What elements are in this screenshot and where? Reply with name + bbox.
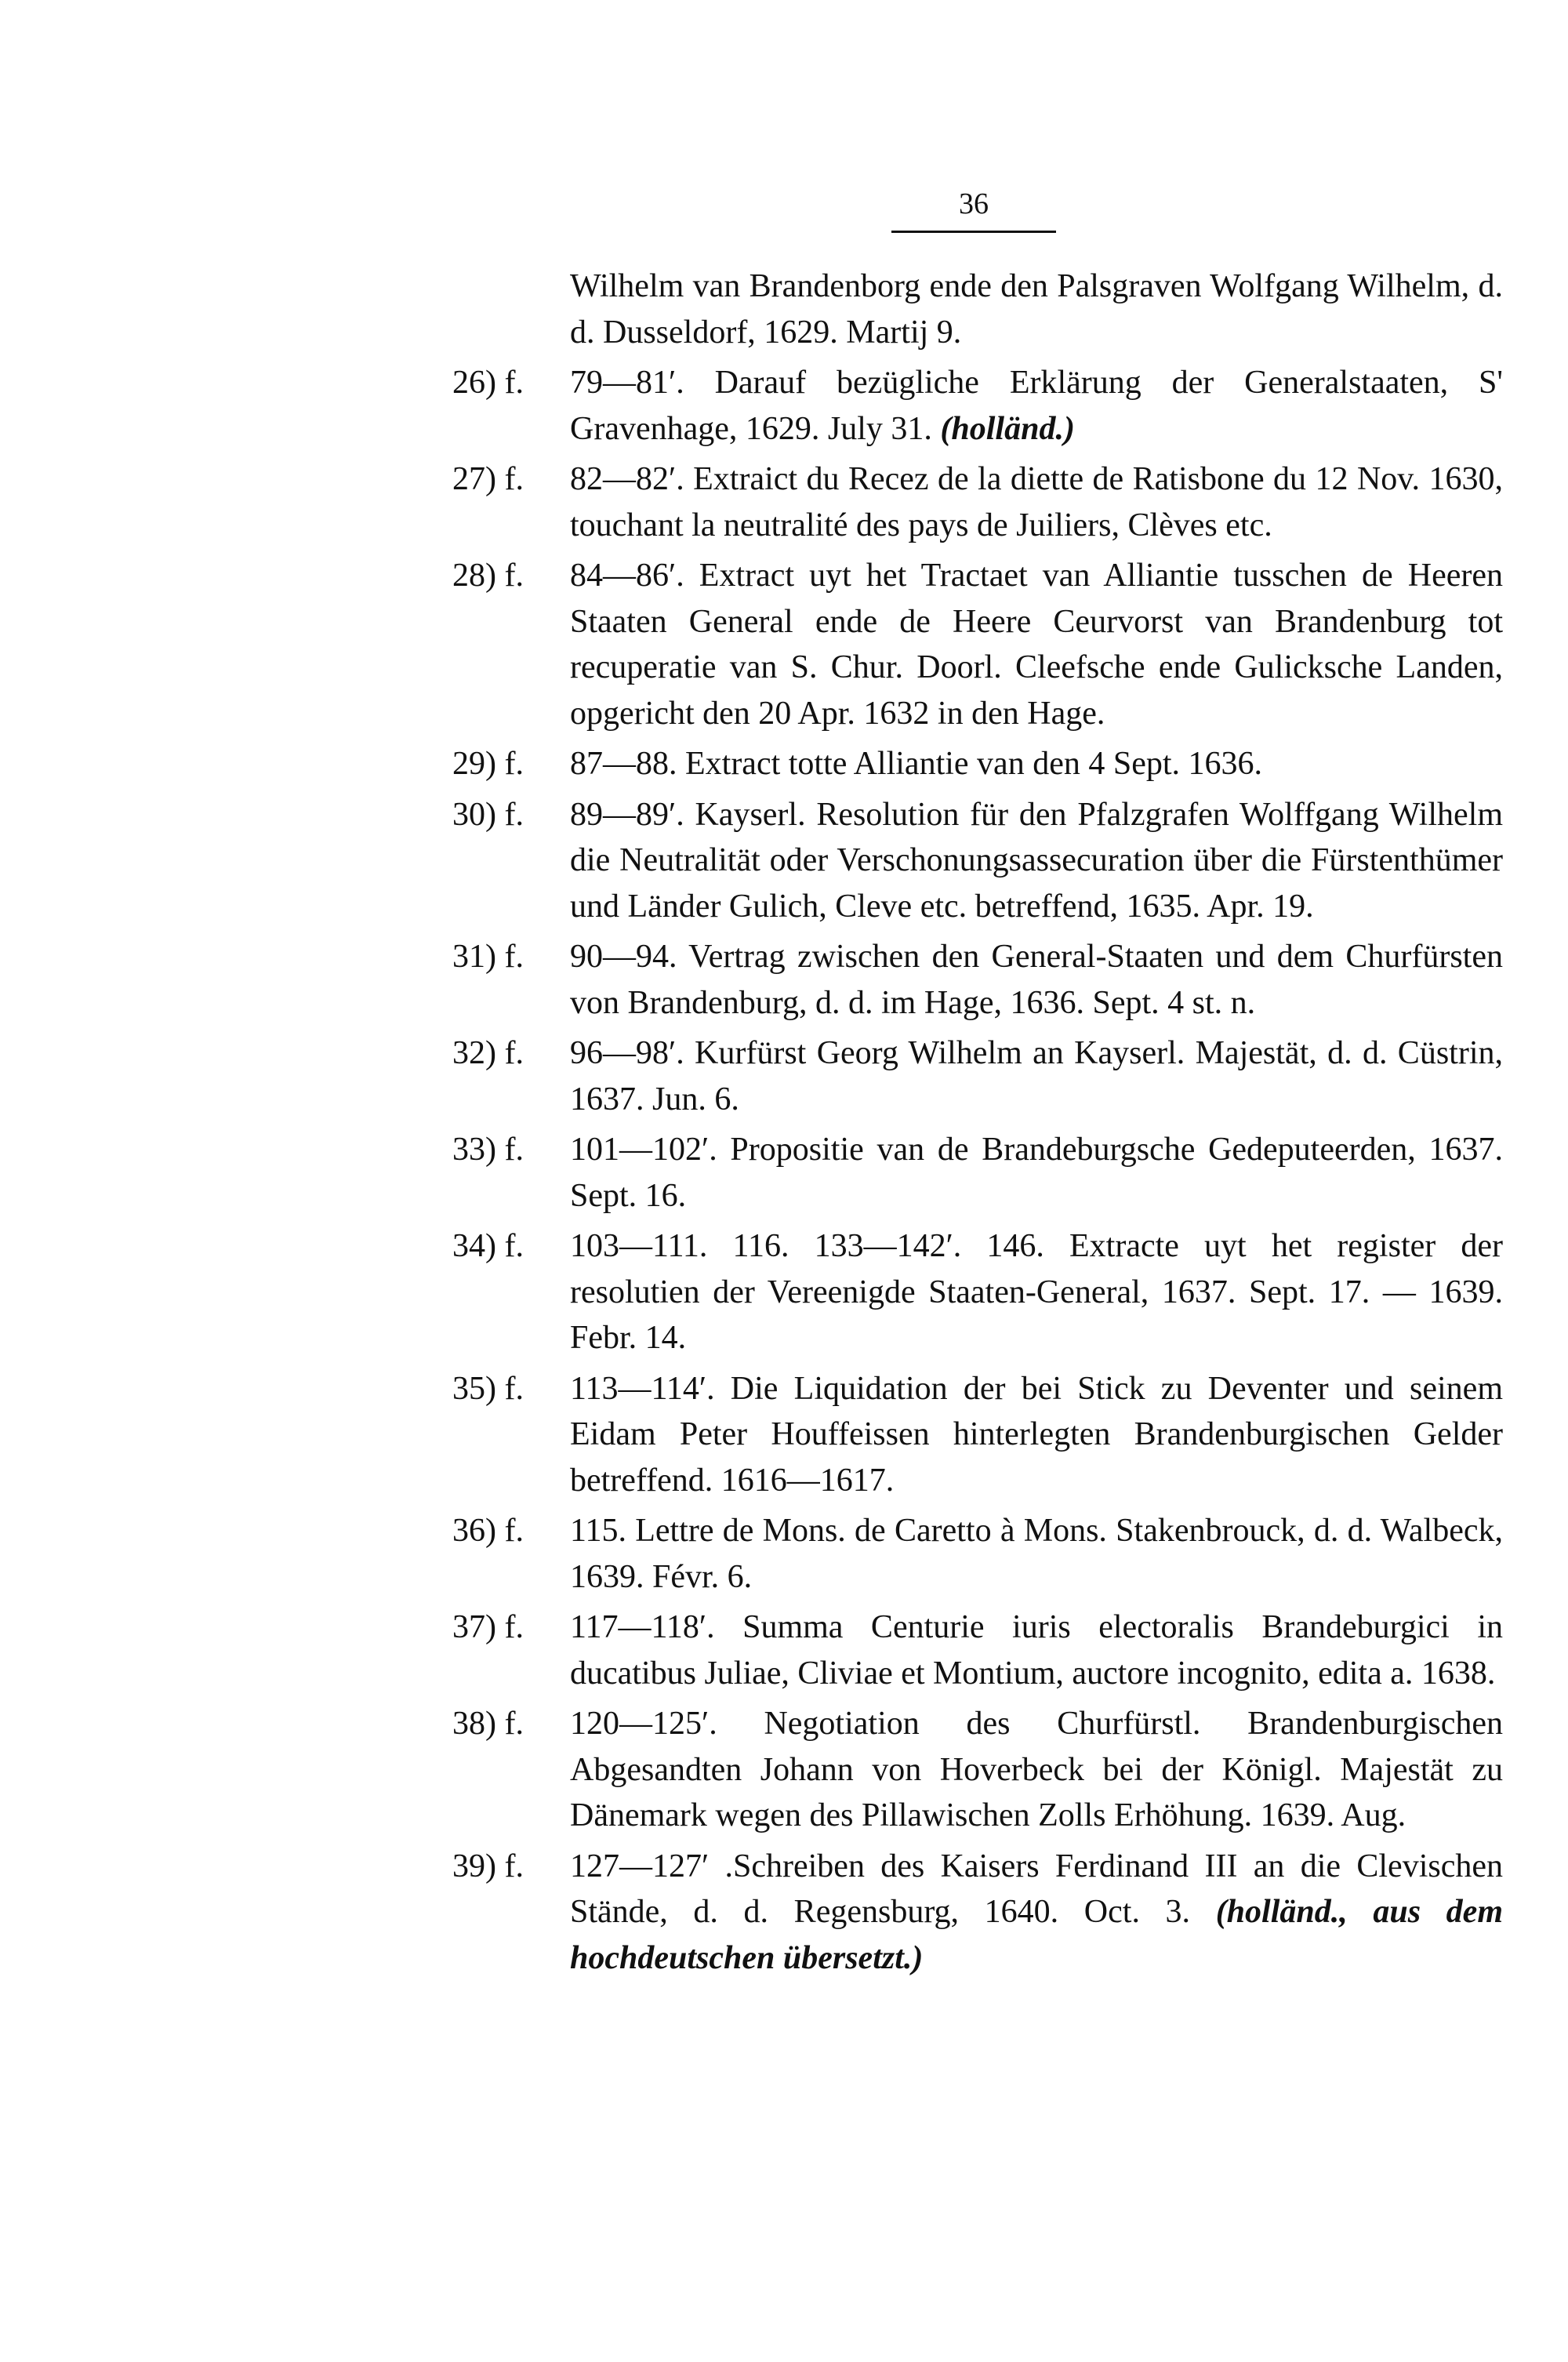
list-item (452, 741, 1503, 787)
entry-text: 89—89′. Kayserl. Resolution für den Pfalzgrafen Wolffgang Wilhelm die Neutralität oder Verschonungsassecuration über die Fürstenthümer und Länder Gulich, Cleve etc. betreffend, 1635. Apr. 19. (570, 796, 1503, 925)
entry-text: 87—88. Extract totte Alliantie van den 4 Sept. 1636. (570, 746, 1263, 782)
entry-text: 127—127′ .Schreiben des Kaisers Ferdinand III an die Clevischen Stände, d. d. Regensburg, 1640. Oct. 3. (holländ., aus dem hochdeutschen übersetzt.) (570, 1848, 1503, 1976)
list-item (452, 1366, 1503, 1504)
entry-text: 103—111. 116. 133—142′. 146. Extracte uyt het register der resolutien der Vereenigde Staaten-General, 1637. Sept. 17. — 1639. Febr. 14. (570, 1228, 1503, 1356)
entry-number: 39) f. (452, 1848, 524, 1884)
entry-number: 34) f. (452, 1228, 524, 1264)
entry-number: 36) f. (452, 1513, 524, 1549)
entry-text: 96—98′. Kurfürst Georg Wilhelm an Kayserl. Majestät, d. d. Cüstrin, 1637. Jun. 6. (570, 1035, 1503, 1117)
entry-text: 84—86′. Extract uyt het Tractaet van Alliantie tusschen de Heeren Staaten General ende de Heere Ceurvorst van Brandenburg tot recuperatie van S. Chur. Doorl. Cleefsche ende Gulicksche Landen, opgericht den 20 Apr. 1632 in den Hage. (570, 558, 1503, 732)
entry-text: Wilhelm van Brandenborg ende den Palsgraven Wolfgang Wilhelm, d. d. Dusseldorf, 1629. Martij 9. (570, 268, 1503, 351)
list-item (452, 1844, 1503, 1982)
entry-number: 35) f. (452, 1370, 524, 1407)
list-item (452, 1127, 1503, 1219)
entry-text: 101—102′. Propositie van de Brandeburgsche Gedeputeerden, 1637. Sept. 16. (570, 1132, 1503, 1214)
entry-number: 37) f. (452, 1609, 524, 1645)
entry-number: 31) f. (452, 939, 524, 975)
entry-list (452, 263, 1503, 1986)
page-number: 36 (891, 188, 1056, 233)
list-item (452, 1223, 1503, 1361)
list-item (452, 553, 1503, 736)
list-item (452, 263, 1503, 355)
entry-number: 26) f. (452, 365, 524, 401)
entry-note: (holländ.) (940, 410, 1075, 447)
entry-text: 117—118′. Summa Centurie iuris electoralis Brandeburgici in ducatibus Juliae, Cliviae et Montium, auctore incognito, edita a. 1638. (570, 1609, 1503, 1692)
list-item (452, 360, 1503, 452)
entry-number: 30) f. (452, 796, 524, 833)
entry-text: 120—125′. Negotiation des Churfürstl. Brandenburgischen Abgesandten Johann von Hoverbeck bei der Königl. Majestät zu Dänemark wegen des Pillawischen Zolls Erhöhung. 1639. Aug. (570, 1706, 1503, 1833)
list-item (452, 1508, 1503, 1600)
entry-number: 33) f. (452, 1132, 524, 1168)
entry-number: 28) f. (452, 558, 524, 594)
list-item (452, 456, 1503, 548)
entry-note: (holländ., aus dem hochdeutschen übersetzt.) (570, 1894, 1503, 1976)
list-item (452, 1701, 1503, 1839)
entry-text: 115. Lettre de Mons. de Caretto à Mons. Stakenbrouck, d. d. Walbeck, 1639. Févr. 6. (570, 1513, 1503, 1595)
entry-text: 90—94. Vertrag zwischen den General-Staaten und dem Churfürsten von Brandenburg, d. d. im Hage, 1636. Sept. 4 st. n. (570, 939, 1503, 1021)
entry-text: 82—82′. Extraict du Recez de la diette de Ratisbone du 12 Nov. 1630, touchant la neutralité des pays de Juiliers, Clèves etc. (570, 461, 1503, 543)
entry-text: 113—114′. Die Liquidation der bei Stick zu Deventer und seinem Eidam Peter Houffeissen hinterlegten Brandenburgischen Gelder betreffend. 1616—1617. (570, 1370, 1503, 1499)
list-item (452, 1604, 1503, 1696)
entry-number: 32) f. (452, 1035, 524, 1071)
entry-text: 79—81′. Darauf bezügliche Erklärung der Generalstaaten, S' Gravenhage, 1629. July 31. (holländ.) (570, 365, 1503, 447)
list-item (452, 792, 1503, 930)
entry-number: 29) f. (452, 746, 524, 782)
entry-number: 38) f. (452, 1706, 524, 1742)
list-item (452, 934, 1503, 1026)
entry-number: 27) f. (452, 461, 524, 497)
list-item (452, 1030, 1503, 1122)
